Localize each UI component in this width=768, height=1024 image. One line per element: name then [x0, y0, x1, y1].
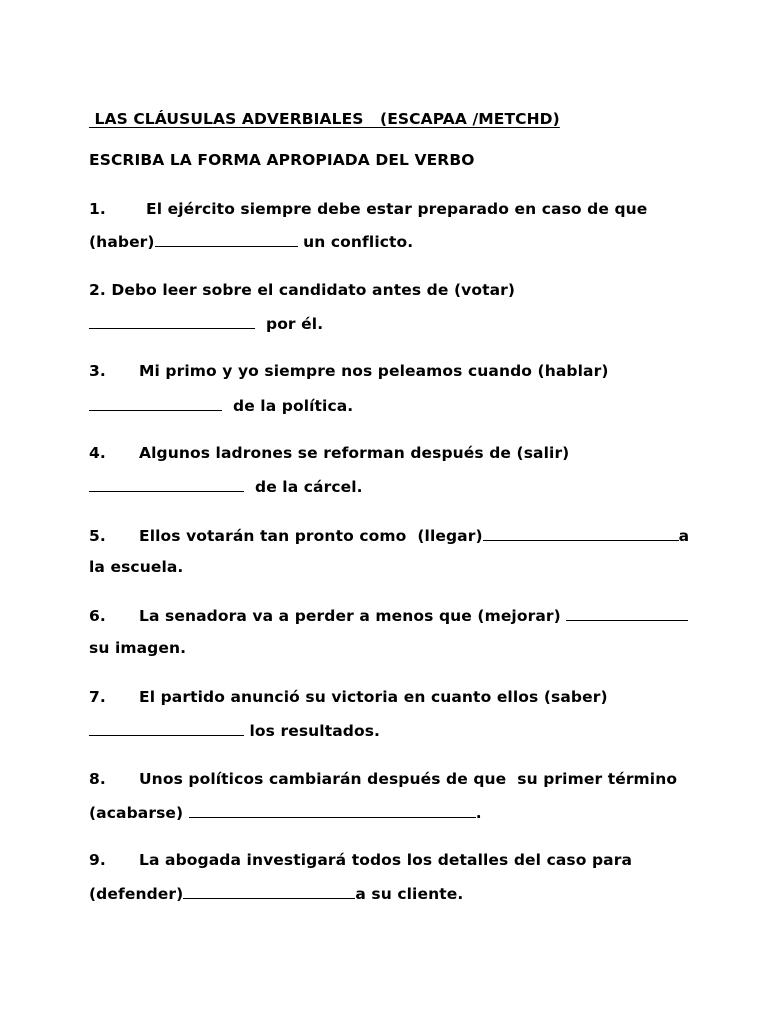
item-text: El partido anunció su victoria en cuanto ellos (saber) [139, 688, 608, 706]
item-5-line-2 [89, 558, 183, 576]
item-number: 1. [89, 200, 106, 218]
verb-prompt: (defender) [89, 885, 184, 903]
item-5-line-1 [89, 526, 689, 545]
item-text: El ejército siempre debe estar preparado en caso de que [146, 200, 648, 218]
answer-blank[interactable] [483, 526, 679, 541]
item-number: 8. [89, 770, 106, 788]
item-text: Ellos votarán tan pronto como (llegar) [139, 527, 483, 545]
item-2-line-1 [89, 281, 515, 299]
item-text: La senadora va a perder a menos que (mejorar) [139, 607, 567, 625]
instruction: ESCRIBA LA FORMA APROPIADA DEL VERBO [89, 151, 475, 169]
item-number: 3. [89, 362, 106, 380]
item-text: Debo leer sobre el candidato antes de (votar) [111, 281, 516, 299]
item-number: 4. [89, 444, 106, 462]
item-number: 7. [89, 688, 106, 706]
item-1-line-1 [89, 200, 647, 218]
answer-blank[interactable] [89, 396, 222, 411]
item-text: La abogada investigará todos los detalles del caso para [139, 851, 633, 869]
item-3-line-1 [89, 362, 609, 380]
item-9-line-2 [89, 884, 463, 903]
item-4-line-1 [89, 444, 569, 462]
item-text: Mi primo y yo siempre nos peleamos cuando (hablar) [139, 362, 609, 380]
item-number: 2. [89, 281, 106, 299]
item-text-end: a su cliente. [355, 885, 464, 903]
item-text-end: a [678, 527, 690, 545]
verb-prompt: (acabarse) [89, 804, 189, 822]
answer-blank[interactable] [183, 884, 355, 899]
item-9-line-1 [89, 851, 632, 869]
item-text-end: los resultados. [244, 722, 381, 740]
item-text-end: de la cárcel. [244, 478, 363, 496]
item-6-line-2 [89, 639, 186, 657]
item-text-continued: su imagen. [89, 639, 187, 657]
item-8-line-2 [89, 803, 482, 822]
item-number: 6. [89, 607, 106, 625]
item-1-line-2 [89, 232, 413, 251]
item-3-line-2 [89, 396, 353, 415]
item-7-line-2 [89, 721, 380, 740]
item-text-end: de la política. [222, 397, 354, 415]
item-text-continued: la escuela. [89, 558, 184, 576]
verb-prompt: (haber) [89, 233, 155, 251]
answer-blank[interactable] [189, 803, 476, 818]
item-7-line-1 [89, 688, 608, 706]
item-number: 5. [89, 527, 106, 545]
answer-blank[interactable] [89, 721, 244, 736]
item-8-line-1 [89, 770, 677, 788]
item-2-line-2 [89, 314, 323, 333]
answer-blank[interactable] [155, 232, 298, 247]
answer-blank[interactable] [89, 477, 244, 492]
item-6-line-1 [89, 606, 688, 625]
item-text: Unos políticos cambiarán después de que su primer término [139, 770, 678, 788]
answer-blank[interactable] [566, 606, 688, 621]
item-4-line-2 [89, 477, 363, 496]
item-text: Algunos ladrones se reforman después de (salir) [139, 444, 570, 462]
item-text-end: . [475, 804, 482, 822]
item-text-end: un conflicto. [297, 233, 414, 251]
answer-blank[interactable] [89, 314, 255, 329]
item-text-end: por él. [255, 315, 324, 333]
worksheet-title: LAS CLÁUSULAS ADVERBIALES (ESCAPAA /METCHD) [89, 110, 560, 128]
item-number: 9. [89, 851, 106, 869]
